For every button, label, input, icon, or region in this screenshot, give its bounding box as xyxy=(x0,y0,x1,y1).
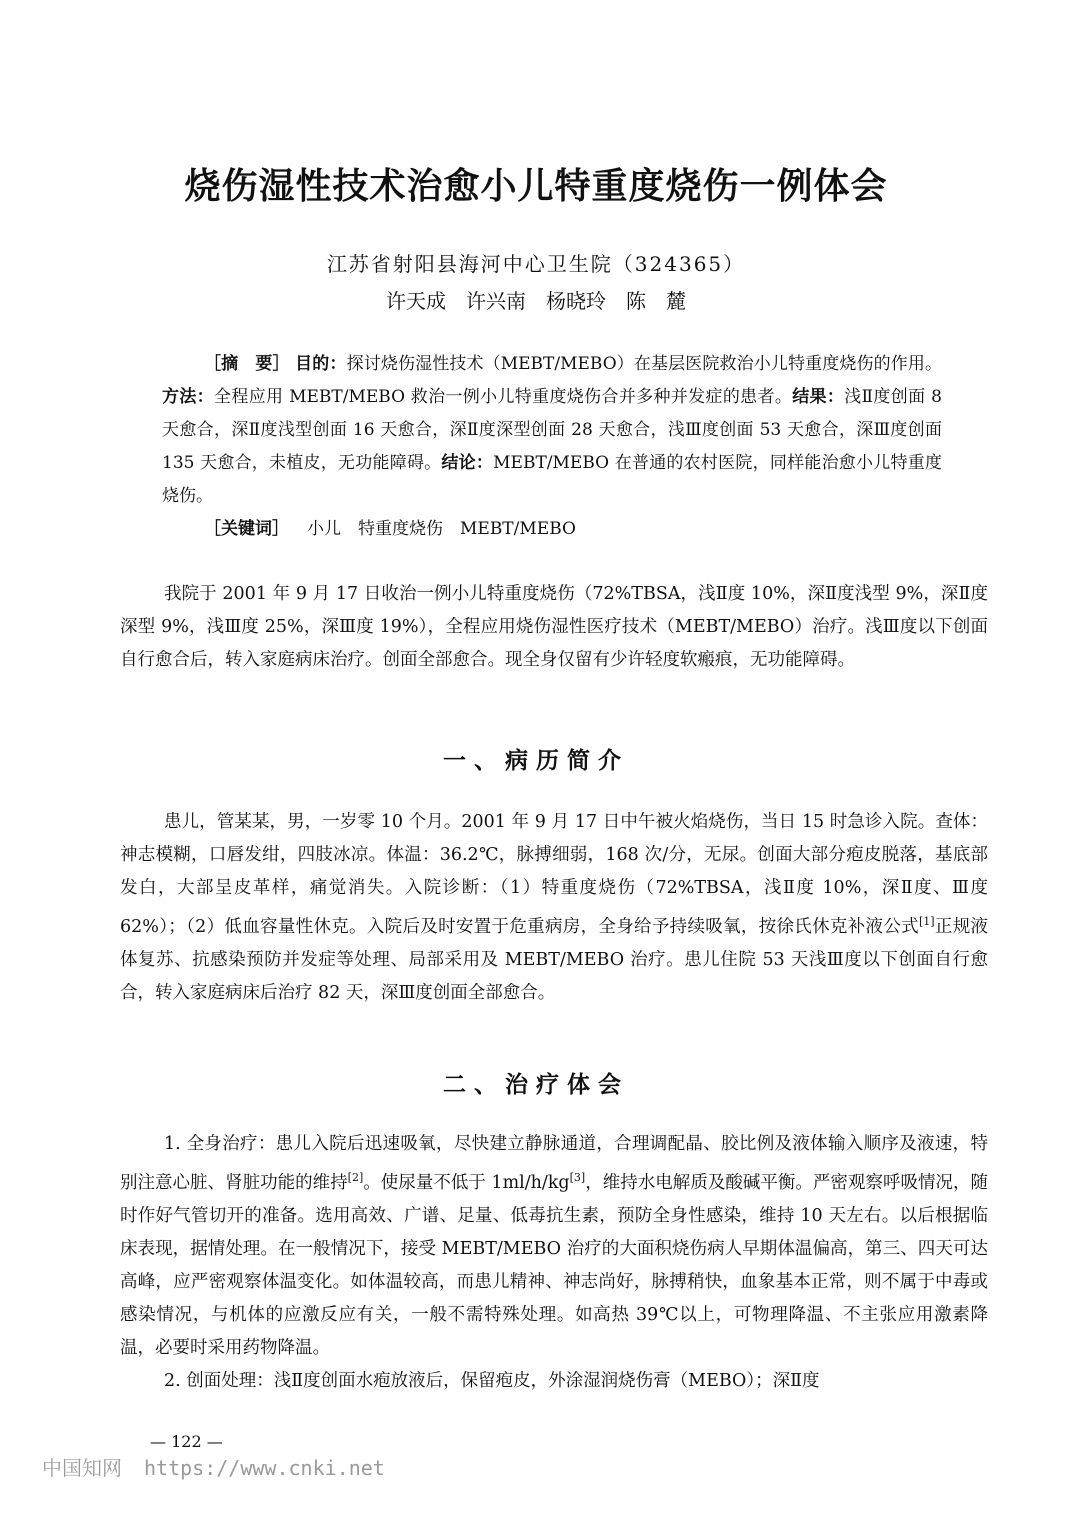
abstract xyxy=(162,348,942,546)
purpose-label: 目的： xyxy=(295,354,347,374)
section2-text-a: 1. 全身治疗：患儿入院后迅速吸氧，尽快建立静脉通道，合理调配晶、胶比例及液体输入顺序及液速，特别注意心脏、肾脏功能的维持 xyxy=(120,1134,988,1193)
abstract-label: ［摘 要］ xyxy=(204,354,290,374)
keywords-text: 小儿 特重度烧伤 MEBT/MEBO xyxy=(307,519,576,539)
footer-brand: 中国知网 xyxy=(42,1456,122,1480)
section2-text-c: ，维持水电解质及酸碱平衡。严密观察呼吸情况，随时作好气管切开的准备。选用高效、广谱、足量、低毒抗生素，预防全身性感染，维持 10 天左右。以后根据临床表现，据情处理。在一般情况下，接受 MEBT/MEBO 治疗的大面积烧伤病人早期体温偏高，第三、四天可达高峰，应严密观察体温变化。如体温较高，而患儿精神、神志尚好，脉搏稍快，血象基本正常，则不属于中毒或感染情况，与机体的应激反应有关，一般不需特殊处理。如高热 39℃以上，可物理降温、不主张应用激素降温，必要时采用药物降温。 xyxy=(120,1172,989,1358)
intro-paragraph: 我院于 2001 年 9 月 17 日收治一例小儿特重度烧伤（72%TBSA，浅Ⅱ度 10%，深Ⅱ度浅型 9%，深Ⅱ度深型 9%，浅Ⅲ度 25%，深Ⅲ度 19%），全程应用烧伤湿性医疗技术（MEBT/MEBO）治疗。浅Ⅲ度以下创面自行愈合后，转入家庭病床治疗。创面全部愈合。现全身仅留有少许轻度软瘢痕，无功能障碍。 xyxy=(120,584,988,670)
ref-2: [2] xyxy=(347,1171,364,1184)
ref-1: [1] xyxy=(918,915,935,928)
section1-text-b: 正规液体复苏、抗感染预防并发症等处理、局部采用及 MEBT/MEBO 治疗。患儿住院 53 天浅Ⅲ度以下创面自行愈合，转入家庭病床后治疗 82 天，深Ⅲ度创面全部愈合。 xyxy=(120,916,989,1003)
ref-3: [3] xyxy=(569,1171,586,1184)
method-label: 方法： xyxy=(162,387,215,407)
affiliation: 江苏省射阳县海河中心卫生院（324365） xyxy=(326,252,746,276)
section1-body xyxy=(120,806,988,1010)
conclusion-text: MEBT/MEBO 在普通的农村医院，同样能治愈小儿特重度烧伤。 xyxy=(162,453,942,506)
section2-text-b: 。使尿量不低于 1ml/h/kg xyxy=(363,1172,570,1193)
result-text: 浅Ⅱ度创面 8 天愈合，深Ⅱ度浅型创面 16 天愈合，深Ⅱ度深型创面 28 天愈合，浅Ⅲ度创面 53 天愈合，深Ⅲ度创面 135 天愈合，未植皮，无功能障碍。 xyxy=(162,387,942,473)
abstract-paragraph xyxy=(162,348,942,513)
method-text: 全程应用 MEBT/MEBO 救治一例小儿特重度烧伤合并多种并发症的患者。 xyxy=(214,387,793,407)
keywords-label: ［关键词］ xyxy=(204,519,289,539)
purpose-text: 探讨烧伤湿性技术（MEBT/MEBO）在基层医院救治小儿特重度烧伤的作用。 xyxy=(346,354,943,374)
keywords-line xyxy=(162,513,942,546)
page-number: — 122 — xyxy=(150,1432,223,1451)
section2-heading: 二、治疗体会 xyxy=(443,1072,629,1098)
authors: 许天成 许兴南 杨晓玲 陈 麓 xyxy=(386,289,686,313)
section2-paragraph-2: 2. 创面处理：浅Ⅱ度创面水疱放液后，保留疱皮，外涂湿润烧伤膏（MEBO）；深Ⅱ度 xyxy=(164,1370,820,1391)
footer-url: https://www.cnki.net xyxy=(144,1456,385,1480)
section2-body xyxy=(120,1128,988,1398)
watermark-footer xyxy=(42,1452,385,1481)
intro-block xyxy=(120,578,988,677)
section1-text-a: 患儿，管某某，男，一岁零 10 个月。2001 年 9 月 17 日中午被火焰烧伤，当日 15 时急诊入院。查体：神志模糊，口唇发绀，四肢冰凉。体温：36.2℃，脉搏细弱，168 次/分，无尿。创面大部分疱皮脱落，基底部发白，大部呈皮革样，痛觉消失。入院诊断：（1）特重度烧伤（72%TBSA，浅Ⅱ度 10%，深Ⅱ度、Ⅲ度 62%）；（2）低血容量性休克。入院后及时安置于危重病房，全身给予持续吸氧，按徐氏休克补液公式 xyxy=(120,812,988,937)
section1-heading: 一、病历简介 xyxy=(443,748,629,774)
result-label: 结果： xyxy=(792,387,845,407)
section2-paragraph-1 xyxy=(120,1128,988,1365)
conclusion-label: 结论： xyxy=(441,453,494,473)
section1-paragraph xyxy=(120,806,988,1010)
article-title: 烧伤湿性技术治愈小儿特重度烧伤一例体会 xyxy=(184,166,888,207)
